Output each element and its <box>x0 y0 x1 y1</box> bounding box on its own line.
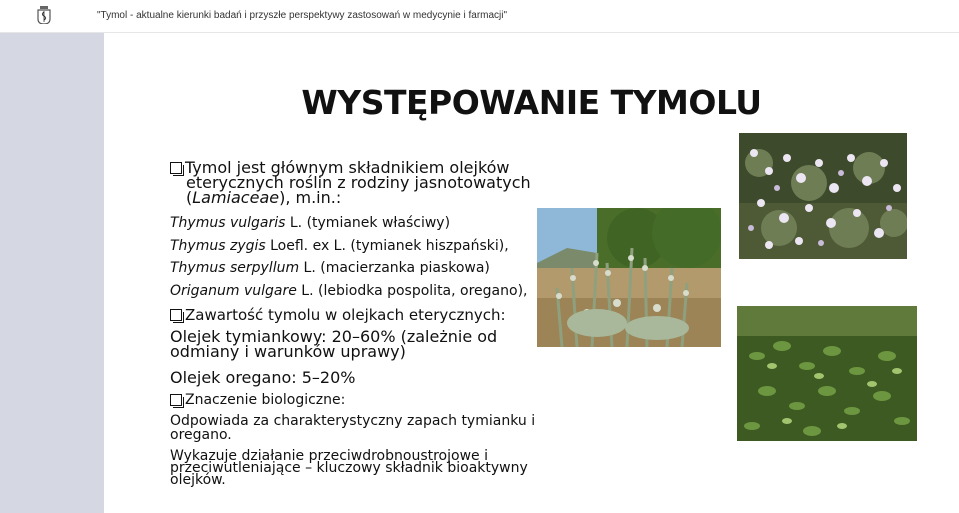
bio-activity: Wykazuje działanie przeciwdrobnoustrojowe i przeciwutleniające – kluczowy składnik bioaktywny olejków. <box>170 448 528 488</box>
thyme-flowers-photo <box>739 133 907 259</box>
thyme-oil-content: Olejek tymiankowy: 20–60% (zależnie od odmiany i warunków uprawy) <box>170 327 498 361</box>
checkbox-bullet-icon <box>170 309 182 321</box>
side-panel <box>0 33 104 513</box>
bullet-thymol-content: Zawartość tymolu w olejkach eterycznych: <box>170 306 506 324</box>
plant-item-2: Thymus zygis Loefl. ex L. (tymianek hiszpański), <box>170 238 509 254</box>
bullet-biological-significance: Znaczenie biologiczne: <box>170 392 345 408</box>
plant-item-4: Origanum vulgare L. (lebiodka pospolita, oregano), <box>170 283 528 299</box>
bullet-main-ingredient <box>170 160 531 205</box>
checkbox-bullet-icon <box>170 394 182 406</box>
pharmacy-logo-icon <box>37 6 51 24</box>
bullet1-line3: (Lamiaceae), m.in.: <box>186 188 342 207</box>
slide-title: WYSTĘPOWANIE TYMOLU <box>301 83 762 122</box>
oregano-oil-content: Olejek oregano: 5–20% <box>170 368 356 387</box>
document-title: "Tymol - aktualne kierunki badań i przyszłe perspektywy zastosowań w medycynie i farmacji" <box>97 10 508 21</box>
thyme-field-photo <box>537 208 721 347</box>
checkbox-bullet-icon <box>170 162 182 174</box>
plant-item-3: Thymus serpyllum L. (macierzanka piaskowa) <box>170 260 490 276</box>
slide <box>104 33 959 513</box>
bio-aroma: Odpowiada za charakterystyczny zapach tymianku i oregano. <box>170 413 536 443</box>
bullet1-line2: eterycznych roślin z rodziny jasnotowatych <box>186 173 531 192</box>
thyme-leaves-photo <box>737 306 917 441</box>
plant-item-1: Thymus vulgaris L. (tymianek właściwy) <box>170 215 451 231</box>
bullet1-line1: Tymol jest głównym składnikiem olejków <box>185 158 510 177</box>
top-bar <box>0 0 959 33</box>
